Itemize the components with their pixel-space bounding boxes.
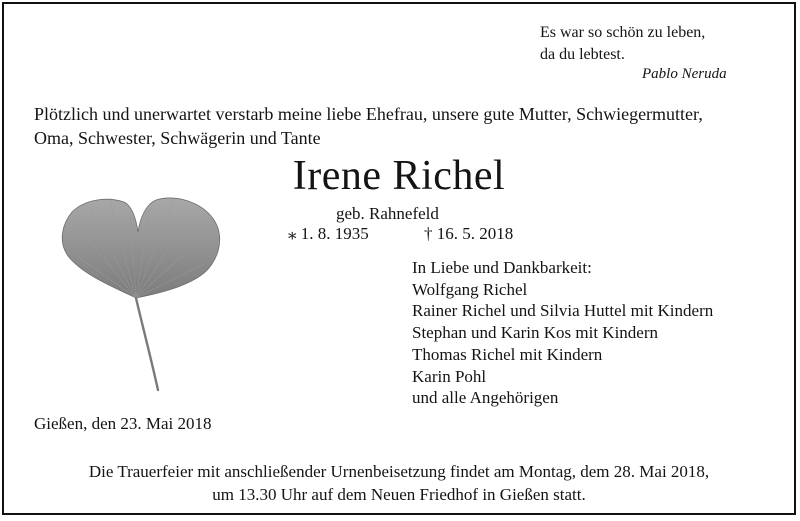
intro-text bbox=[34, 102, 703, 150]
epigraph-author: Pablo Neruda bbox=[642, 66, 727, 82]
intro-line: Plötzlich und unerwartet verstarb meine liebe Ehefrau, unsere gute Mutter, Schwiegermutter, bbox=[34, 104, 703, 124]
mourner-entry: Thomas Richel mit Kindern bbox=[412, 344, 603, 364]
maiden-name: geb. Rahnefeld bbox=[336, 204, 439, 223]
mourners-list bbox=[412, 257, 713, 409]
epigraph bbox=[540, 22, 705, 66]
mourner-entry: Wolfgang Richel bbox=[412, 279, 528, 299]
mourner-entry: Stephan und Karin Kos mit Kindern bbox=[412, 323, 658, 343]
epigraph-line: Es war so schön zu leben, bbox=[540, 24, 706, 41]
mourner-entry: und alle Angehörigen bbox=[412, 388, 559, 408]
birth-date: ⁎ 1. 8. 1935 bbox=[288, 224, 369, 243]
service-notice bbox=[4, 460, 794, 506]
epigraph-line: da du lebtest. bbox=[540, 46, 625, 63]
mourner-entry: Karin Pohl bbox=[412, 366, 487, 386]
place-date: Gießen, den 23. Mai 2018 bbox=[34, 414, 212, 433]
mourner-entry: Rainer Richel und Silvia Huttel mit Kindern bbox=[412, 301, 714, 321]
mourners-heading: In Liebe und Dankbarkeit: bbox=[412, 258, 592, 277]
intro-line: Oma, Schwester, Schwägerin und Tante bbox=[34, 128, 321, 148]
deceased-name: Irene Richel bbox=[292, 153, 506, 199]
death-date: † 16. 5. 2018 bbox=[424, 224, 514, 243]
service-line: Die Trauerfeier mit anschließender Urnenbeisetzung findet am Montag, dem 28. Mai 2018, bbox=[88, 462, 710, 481]
ginkgo-leaf-icon bbox=[54, 194, 224, 394]
service-line: um 13.30 Uhr auf dem Neuen Friedhof in Gießen statt. bbox=[212, 485, 586, 504]
obituary-card bbox=[2, 2, 796, 515]
